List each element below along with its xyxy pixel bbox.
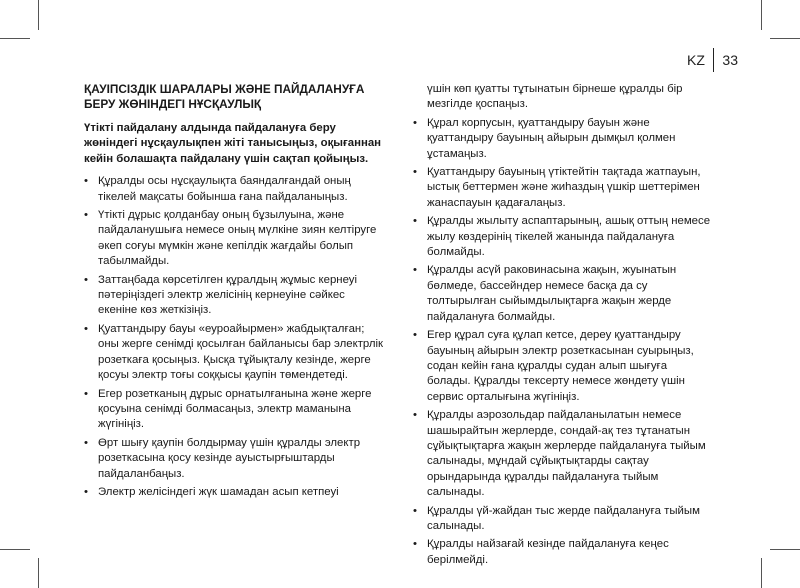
bullet-icon: • (413, 166, 417, 179)
safety-list-left (84, 174, 386, 500)
bullet-icon: • (413, 504, 417, 517)
safety-list-right (413, 116, 713, 568)
list-item: • Құралды асүй раковинасына жақын, жуынатын бөлмеде, бассейндер немесе басқа да су толтырылған сыйымдылықтарға жақын жерде пайдалануға болмайды. (413, 264, 677, 323)
bullet-icon: • (84, 209, 88, 222)
bullet-icon: • (84, 436, 88, 449)
list-item: • Құралды осы нұсқаулықта баяндалғандай оның тікелей мақсаты бойынша ғана пайдаланыңыз. (84, 175, 351, 203)
list-item: • Қуаттандыру бауының үтіктейтін тақтада жатпауын, ыстық беттермен және жиһаздың үшкір шеттерімен жанаспауын қадағалаңыз. (413, 166, 701, 209)
list-item: • Электр желісіндегі жүк шамадан асып кетпеуі (84, 485, 386, 500)
list-item: • Үтікті дұрыс қолданбау оның бұзылуына, және пайдаланушыға немесе оның мүлкіне зиян келтіруге әкеп соғуы мүмкін және кепілдік жағдайы болып табылмайды. (84, 209, 377, 268)
list-item: • Құралды аэрозольдар пайдаланылатын немесе шашырайтын жерлерде, сондай-ақ тез тұтанатын сұйықтықтарға жақын жерлерде пайдалануға тыйым салынады, мұндай сұйықтықтарды сақтау орындарында құралды пайдалануға тыйым салынады. (413, 409, 706, 499)
bullet-icon: • (84, 322, 88, 335)
list-item: • Егер розетканың дұрыс орнатылғанына және жерге қосуына сенімді болмасаңыз, электр маманына жүгініңіз. (84, 387, 372, 431)
bullet-icon: • (84, 485, 88, 498)
list-item: • Өрт шығу қаупін болдырмау үшін құралды электр розеткасына қосу кезінде ауыстырғыштарды пайдаланбаңыз. (84, 436, 361, 480)
list-item: • Қуаттандыру бауы «еуроайырмен» жабдықталған; оны жерге сенімді қосылған байланысы бар электрлік розеткаға қосыңыз. Қысқа тұйықталу кезінде, жерге қосуы электр тоғы соққысы қаупін төмендетеді. (84, 322, 384, 382)
bullet-icon: • (413, 116, 417, 129)
bullet-icon: • (84, 273, 88, 286)
crop-mark (0, 549, 30, 550)
language-code: KZ (687, 52, 705, 68)
crop-mark (0, 38, 30, 39)
bullet-icon: • (84, 175, 88, 188)
bullet-icon: • (413, 329, 417, 342)
list-item: • Құрал корпусын, қуаттандыру бауын және қуаттандыру бауының айырын дымқыл қолмен ұстамаңыз. (413, 116, 676, 160)
left-column (84, 82, 386, 503)
crop-mark (761, 558, 762, 588)
lead-paragraph: Үтікті пайдалану алдында пайдалануға беру жөніндегі нұсқаулықпен жіті танысыңыз, оқығаннан кейін болашақта пайдалану үшін сақтап қойыңыз. (84, 122, 382, 165)
continued-text: үшін көп қуатты тұтынатын бірнеше құралды бір мезгілде қоспаңыз. (427, 83, 683, 111)
bullet-icon: • (413, 538, 417, 551)
bullet-icon: • (413, 215, 417, 228)
bullet-icon: • (84, 387, 88, 400)
crop-mark (770, 549, 800, 550)
list-item: • Құралды үй-жайдан тыс жерде пайдалануға тыйым салынады. (413, 504, 700, 532)
list-item: • Құралды найзағай кезінде пайдалануға кеңес берілмейді. (413, 538, 669, 566)
right-column (413, 82, 713, 571)
section-title: ҚАУІПСІЗДІК ШАРАЛАРЫ ЖӘНЕ ПАЙДАЛАНУҒА БЕРУ ЖӨНІНДЕГІ НҰСҚАУЛЫҚ (84, 82, 365, 111)
crop-mark (38, 0, 39, 30)
page-header (687, 48, 738, 72)
bullet-icon: • (413, 409, 417, 422)
page-number: 33 (722, 52, 738, 68)
crop-mark (770, 38, 800, 39)
list-item: • Егер құрал суға құлап кетсе, дереу қуаттандыру бауының айырын электр розеткасынан суырыңыз, содан кейін ғана құралды судан алып шығуға болады. Құралды тексерту немесе жөндету үшін сервис орталығына жүгініңіз. (413, 329, 694, 403)
crop-mark (761, 0, 762, 30)
header-divider (713, 48, 715, 72)
bullet-icon: • (413, 264, 417, 277)
list-item: • Заттаңбада көрсетілген құралдың жұмыс кернеуі пәтеріңіздегі электр желісінің кернеуіне сәйкес екеніне көз жеткізіңіз. (84, 273, 358, 317)
list-item: • Құралды жылыту аспаптарының, ашық оттың немесе жылу көздерінің тікелей жанында пайдалануға болмайды. (413, 215, 711, 259)
crop-mark (38, 558, 39, 588)
